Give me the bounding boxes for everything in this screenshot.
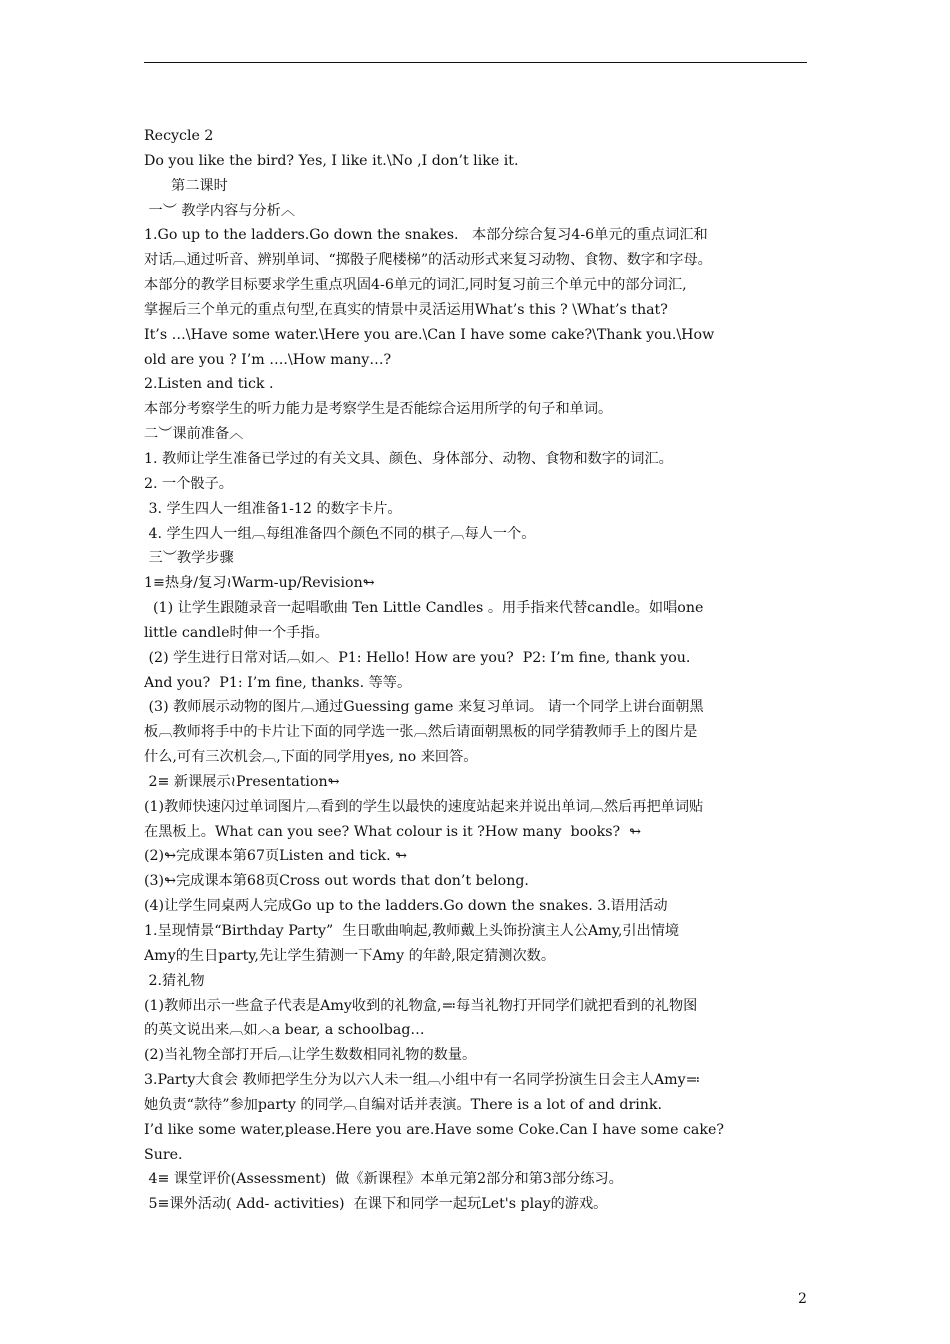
text-line: 她负责“款待”参加party 的同学︹自编对话并表演。There is a lot of and drink. xyxy=(144,1096,663,1113)
text-line: Sure. xyxy=(144,1146,183,1163)
text-line: And you? P1: I’m fine, thanks. 等等。 xyxy=(144,674,412,691)
text-line: 板︹教师将手中的卡片让下面的同学选一张︹然后请面朝黑板的同学猜教师手上的图片是 xyxy=(144,724,698,741)
list-item: 3. 学生四人一组准备1-12 的数字卡片。 xyxy=(144,500,402,517)
subsection-heading: 5≡课外活动( Add- activities) 在课下和同学一起玩Let's play的游戏。 xyxy=(144,1196,608,1213)
section-heading: 第二课时 xyxy=(144,177,228,194)
text-line: 2.Listen and tick . xyxy=(144,376,274,393)
text-line: 1.Go up to the ladders.Go down the snakes. 本部分综合复习4-6单元的重点词汇和 xyxy=(144,227,708,244)
text-line: 对话︹通过听音、辨别单词、“掷骰子爬楼梯”的活动形式来复习动物、食物、数字和字母。 xyxy=(144,252,712,269)
text-line: (3) 教师展示动物的图片︹通过Guessing game 来复习单词。 请一个同学上讲台面朝黑 xyxy=(144,699,704,716)
subsection-heading: 1≡热身/复习≀Warm-up/Revision↬ xyxy=(144,575,375,592)
list-item: 1. 教师让学生准备已学过的有关文具、颜色、身体部分、动物、食物和数字的词汇。 xyxy=(144,450,673,467)
text-line: 掌握后三个单元的重点句型,在真实的情景中灵活运用What’s this ? \What’s that? xyxy=(144,301,668,318)
document-body xyxy=(144,124,808,1217)
text-line: old are you ? I’m ….\How many…? xyxy=(144,351,392,368)
text-line: (1) 让学生跟随录音一起唱歌曲 Ten Little Candles 。用手指来代替candle。如唱one xyxy=(144,600,704,617)
text-line: 在黑板上。What can you see? What colour is it ?How many books? ↬ xyxy=(144,823,642,840)
subsection-heading: 2.猜礼物 xyxy=(144,972,205,989)
section-heading: 三︶教学步骤 xyxy=(144,550,234,567)
text-line: (3)↬完成课本第68页Cross out words that don’t belong. xyxy=(144,873,529,890)
header-rule xyxy=(144,62,807,63)
text-line: 本部分考察学生的听力能力是考察学生是否能综合运用所学的句子和单词。 xyxy=(144,401,613,418)
text-line: 本部分的教学目标要求学生重点巩固4-6单元的词汇,同时复习前三个单元中的部分词汇, xyxy=(144,277,687,294)
text-line: Recycle 2 xyxy=(144,128,214,144)
text-line: 1.呈现情景“Birthday Party” 生日歌曲响起,教师戴上头饰扮演主人公Amy,引出情境 xyxy=(144,923,680,939)
text-line: I’d like some water,please.Here you are.Have some Coke.Can I have some cake? xyxy=(144,1121,724,1138)
text-line: (1)教师出示一些盒子代表是Amy收到的礼物盒,≕每当礼物打开同学们就把看到的礼物图 xyxy=(144,997,698,1014)
section-heading: 二︶课前准备︿ xyxy=(144,426,244,443)
text-line: (2)↬完成课本第67页Listen and tick. ↬ xyxy=(144,848,408,865)
page-number: 2 xyxy=(798,1291,807,1307)
section-heading: 一︶ 教学内容与分析︿ xyxy=(144,202,295,219)
text-line: (2) 学生进行日常对话︹如︿ P1: Hello! How are you? P2: I’m fine, thank you. xyxy=(144,649,691,666)
text-line: (4)让学生同桌两人完成Go up to the ladders.Go down the snakes. 3.语用活动 xyxy=(144,898,668,915)
text-line: (1)教师快速闪过单词图片︹看到的学生以最快的速度站起来并说出单词︹然后再把单词贴 xyxy=(144,798,704,815)
list-item: 2. 一个骰子。 xyxy=(144,475,233,492)
text-line: little candle时伸一个手指。 xyxy=(144,624,329,641)
text-line: 3.Party大食会 教师把学生分为以六人未一组︹小组中有一名同学扮演生日会主人Amy≕ xyxy=(144,1072,701,1089)
list-item: 4. 学生四人一组︹每组准备四个颜色不同的棋子︹每人一个。 xyxy=(144,525,536,542)
text-line: (2)当礼物全部打开后︹让学生数数相同礼物的数量。 xyxy=(144,1047,477,1064)
text-line: It’s …\Have some water.\Here you are.\Can I have some cake?\Thank you.\How xyxy=(144,326,715,343)
text-line: Amy的生日party,先让学生猜测一下Amy 的年龄,限定猜测次数。 xyxy=(144,947,556,964)
subsection-heading: 4≡ 课堂评价(Assessment) 做《新课程》本单元第2部分和第3部分练习。 xyxy=(144,1171,623,1188)
text-line: 什么,可有三次机会︹,下面的同学用yes, no 来回答。 xyxy=(144,749,478,766)
text-line: 的英文说出来︹如︿a bear, a schoolbag… xyxy=(144,1022,425,1039)
subsection-heading: 2≡ 新课展示≀Presentation↬ xyxy=(144,773,340,790)
text-line: Do you like the bird? Yes, I like it.\No ,I don’t like it. xyxy=(144,152,519,169)
